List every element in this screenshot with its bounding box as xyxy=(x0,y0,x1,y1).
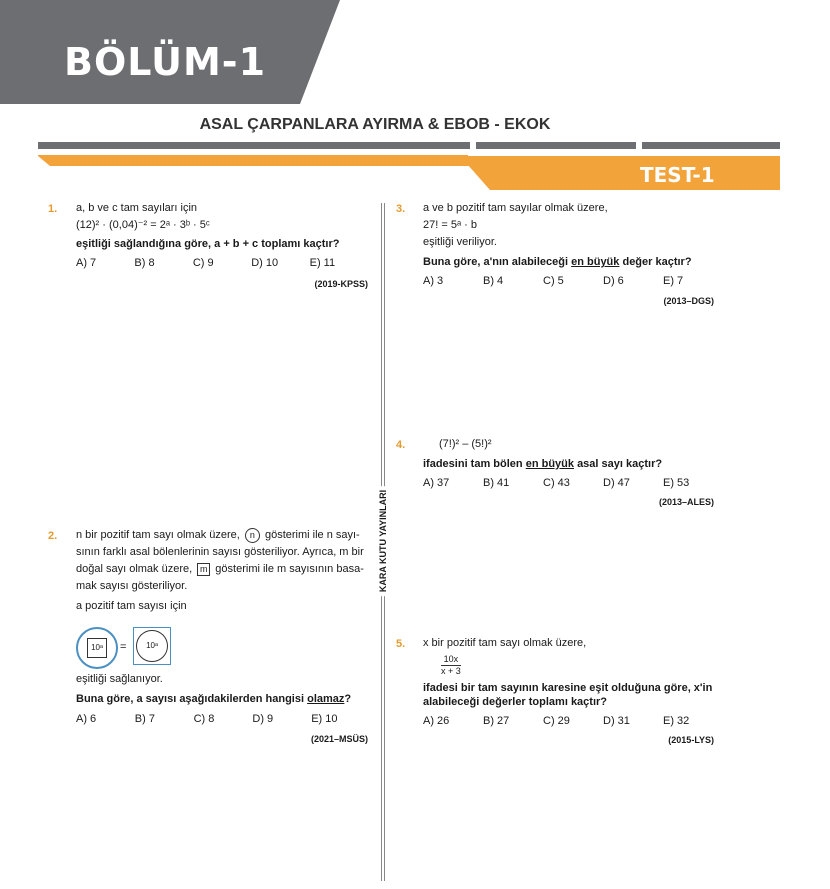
q5-prompt2: alabileceği değerler toplamı kaçtır? xyxy=(423,696,608,708)
q2-box-left: 10ᵃ xyxy=(87,638,107,658)
q1-line1: a, b ve c tam sayıları için xyxy=(76,202,198,214)
header-rule-2 xyxy=(476,142,636,149)
q2-option-b[interactable]: B) 7 xyxy=(134,713,155,725)
q2-line2: sının farklı asal bölenlerinin sayısı gösteriliyor. Ayrıca, m bir xyxy=(76,546,364,558)
q1-option-c[interactable]: C) 9 xyxy=(192,257,214,269)
q2-options xyxy=(76,711,370,728)
q4-option-c[interactable]: C) 43 xyxy=(543,477,570,489)
q3-option-e[interactable]: E) 7 xyxy=(663,275,684,287)
subject-title: ASAL ÇARPANLARA AYIRMA & EBOB - EKOK xyxy=(199,116,551,133)
q2-line1a: n bir pozitif tam sayı olmak üzere, xyxy=(76,529,240,541)
q5-fraction xyxy=(441,654,461,677)
q2-number: 2. xyxy=(48,530,58,542)
q2-line3b: gösterimi ile m sayısının basa- xyxy=(215,563,364,575)
q1-option-a[interactable]: A) 7 xyxy=(76,257,97,269)
q2-prompt-a: Buna göre, a sayısı aşağıdakilerden hangisi xyxy=(76,693,305,705)
q2-option-c[interactable]: C) 8 xyxy=(193,713,215,725)
publisher-side-label: KARA KUTU YAYINLARI xyxy=(376,486,390,596)
q2-prompt-b: ? xyxy=(344,693,352,705)
q3-option-c[interactable]: C) 5 xyxy=(543,275,564,287)
q5-option-d[interactable]: D) 31 xyxy=(603,715,630,727)
m-square-symbol: m xyxy=(197,563,210,576)
q4-option-d[interactable]: D) 47 xyxy=(603,477,630,489)
q1-source: (2019-KPSS) xyxy=(314,279,368,289)
question-5 xyxy=(423,635,723,730)
q2-equals: = xyxy=(120,641,127,653)
q3-prompt-b: değer kaçtır? xyxy=(622,256,692,268)
q2-option-d[interactable]: D) 9 xyxy=(252,713,274,725)
subject-title-wrap xyxy=(0,116,830,134)
q1-option-e[interactable]: E) 11 xyxy=(309,257,336,269)
q4-options xyxy=(423,475,723,492)
q2-line5: a pozitif tam sayısı için xyxy=(76,600,187,612)
q3-line3: eşitliği veriliyor. xyxy=(423,236,497,248)
q5-options xyxy=(423,713,723,730)
q4-formula: (7!)² – (5!)² xyxy=(439,438,492,450)
question-1 xyxy=(76,200,368,272)
q2-line1b: gösterimi ile n sayı- xyxy=(264,529,360,541)
q4-source: (2013–ALES) xyxy=(658,497,714,507)
q1-options xyxy=(76,255,368,272)
q5-prompt1: ifadesi bir tam sayının karesine eşit olduğuna göre, x'in xyxy=(423,682,713,694)
q4-prompt-a: ifadesini tam bölen xyxy=(423,458,523,470)
q5-number: 5. xyxy=(396,638,406,650)
q4-option-e[interactable]: E) 53 xyxy=(663,477,690,489)
q2-line3a: doğal sayı olmak üzere, xyxy=(76,563,193,575)
q4-number: 4. xyxy=(396,439,406,451)
q5-fraction-den: x + 3 xyxy=(441,666,461,676)
q2-line6: eşitliği sağlanıyor. xyxy=(76,673,163,685)
q3-option-a[interactable]: A) 3 xyxy=(423,275,444,287)
q2-option-a[interactable]: A) 6 xyxy=(76,713,97,725)
q3-source: (2013–DGS) xyxy=(663,296,714,306)
n-circle-symbol: n xyxy=(245,528,260,543)
question-3 xyxy=(423,200,723,290)
question-4 xyxy=(423,436,723,492)
q3-option-b[interactable]: B) 4 xyxy=(483,275,504,287)
orange-strip xyxy=(38,156,478,166)
question-2 xyxy=(76,527,370,615)
q2-line4: mak sayısı gösteriliyor. xyxy=(76,580,188,592)
q4-prompt-b: asal sayı kaçtır? xyxy=(577,458,663,470)
q3-options xyxy=(423,273,723,290)
q1-prompt: eşitliği sağlandığına göre, a + b + c toplamı kaçtır? xyxy=(76,238,340,250)
q1-formula: (12)² · (0,04)⁻² = 2ᵃ · 3ᵇ · 5ᶜ xyxy=(76,219,210,231)
q2-circle-right: 10ᵃ xyxy=(136,630,168,662)
q5-source: (2015-LYS) xyxy=(668,735,714,745)
q1-option-d[interactable]: D) 10 xyxy=(251,257,279,269)
header-rule-3 xyxy=(642,142,780,149)
q1-number: 1. xyxy=(48,203,58,215)
q5-option-c[interactable]: C) 29 xyxy=(543,715,570,727)
q5-line1: x bir pozitif tam sayı olmak üzere, xyxy=(423,637,587,649)
q3-option-d[interactable]: D) 6 xyxy=(603,275,624,287)
q5-option-a[interactable]: A) 26 xyxy=(423,715,450,727)
test-band xyxy=(460,156,780,190)
q3-number: 3. xyxy=(396,203,406,215)
q2-option-e[interactable]: E) 10 xyxy=(311,713,338,725)
q2-source: (2021–MSÜS) xyxy=(310,734,368,744)
q1-option-b[interactable]: B) 8 xyxy=(134,257,155,269)
q3-line1: a ve b pozitif tam sayılar olmak üzere, xyxy=(423,202,608,214)
header-rule-1 xyxy=(38,142,470,149)
test-label: TEST-1 xyxy=(640,163,715,187)
q2-prompt-underlined: olamaz xyxy=(307,693,345,705)
q4-option-b[interactable]: B) 41 xyxy=(483,477,510,489)
q3-formula: 27! = 5ᵃ · b xyxy=(423,219,477,231)
question-2-cont xyxy=(76,671,370,728)
q3-prompt-a: Buna göre, a'nın alabileceği xyxy=(423,256,569,268)
header-thin-rule xyxy=(38,155,468,156)
q5-option-b[interactable]: B) 27 xyxy=(483,715,510,727)
q5-option-e[interactable]: E) 32 xyxy=(663,715,690,727)
q5-fraction-num: 10x xyxy=(441,654,461,666)
q4-prompt-underlined: en büyük xyxy=(525,458,574,470)
q3-prompt-underlined: en büyük xyxy=(571,256,620,268)
q4-option-a[interactable]: A) 37 xyxy=(423,477,450,489)
section-title: BÖLÜM-1 xyxy=(64,40,267,84)
